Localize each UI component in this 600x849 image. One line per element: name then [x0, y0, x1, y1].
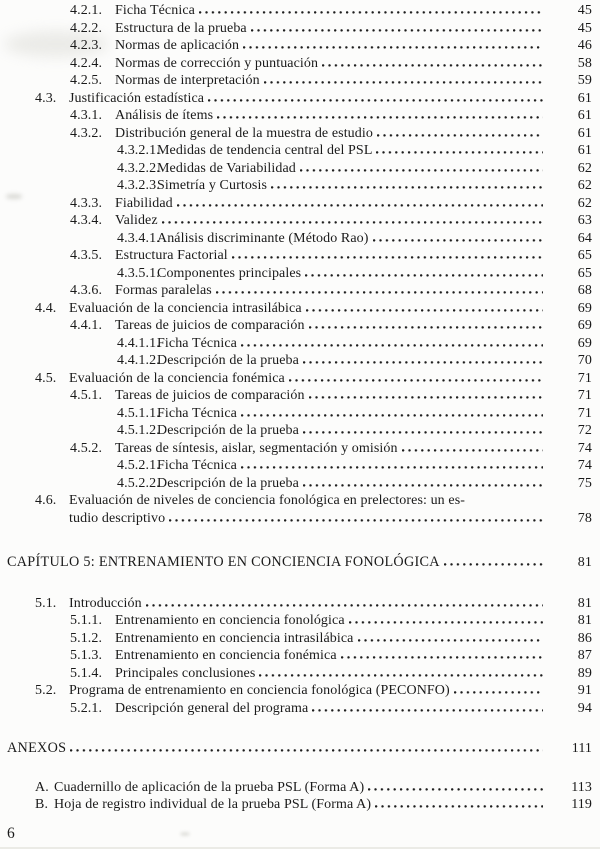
toc-entry-page: 62 — [577, 195, 592, 211]
toc-entry-page: 62 — [577, 160, 592, 176]
toc-entry-number: 4.3.6. — [70, 283, 103, 298]
toc-entry-page: 69 — [577, 300, 592, 316]
dot-leader — [341, 656, 543, 659]
toc-entry-number: A. — [35, 779, 49, 795]
toc-entry-page: 119 — [571, 797, 592, 812]
toc-entry — [7, 682, 592, 700]
toc-entry — [7, 457, 592, 475]
toc-entry-number: 4.2.1. — [70, 3, 103, 18]
toc-entry-title: Normas de corrección y puntuación — [115, 55, 319, 71]
toc-entry-number: 5.1.1. — [70, 613, 103, 628]
toc-entry-title: Introducción — [69, 595, 142, 611]
toc-entry — [7, 335, 592, 353]
toc-entry-number: 4.3.3. — [70, 195, 103, 211]
toc-entry-page: 81 — [577, 555, 592, 570]
toc-entry-title: Normas de interpretación — [115, 73, 260, 88]
toc-heading — [7, 740, 592, 758]
toc-entry-title: Descripción general del programa — [115, 700, 309, 716]
dot-leader — [358, 639, 544, 642]
toc-entry-page: 65 — [577, 265, 592, 281]
toc-entry-page: 59 — [577, 73, 592, 88]
toc-entry-page: 61 — [577, 90, 592, 106]
toc-entry-page: 45 — [577, 20, 592, 36]
toc-entry-number: 4.6. — [35, 493, 57, 508]
toc-entry-page: 86 — [577, 630, 592, 646]
toc-entry-title: Medidas de tendencia central del PSL — [157, 143, 373, 158]
toc-entry-title: Evaluación de la conciencia intrasilábica — [69, 300, 302, 316]
dot-leader — [309, 326, 543, 329]
toc-entry-page: 64 — [577, 230, 592, 246]
toc-entry — [7, 665, 592, 683]
toc-entry — [7, 700, 592, 718]
dot-leader — [259, 674, 543, 677]
toc-entry — [7, 370, 592, 388]
toc-entry-number: 4.4.1. — [70, 318, 103, 333]
toc-entry-number: 4.3.2. — [70, 125, 103, 141]
toc-entry-title: Medidas de Variabilidad — [157, 160, 296, 176]
scan-smudge-artifact — [180, 832, 190, 836]
toc-entry — [7, 405, 592, 423]
dot-leader — [376, 151, 543, 154]
toc-entry-page: 69 — [577, 335, 592, 351]
toc-entry — [7, 195, 592, 213]
dot-leader — [146, 604, 543, 607]
dot-leader — [377, 134, 543, 137]
toc-entry-title: Entrenamiento en conciencia intrasilábica — [115, 630, 354, 646]
dot-leader — [241, 414, 543, 417]
toc-entry-page: 63 — [577, 213, 592, 228]
toc-entry — [7, 265, 592, 283]
toc-entry — [7, 387, 592, 405]
toc-entry-title-line2: tudio descriptivo — [69, 510, 166, 526]
dot-leader — [162, 221, 543, 224]
toc-entry-title: Ficha Técnica — [157, 335, 237, 351]
toc-entry-title: Fiabilidad — [115, 195, 173, 211]
toc-entry — [7, 317, 592, 335]
toc-entry-number: 5.1. — [35, 595, 57, 611]
toc-entry-body — [69, 492, 592, 527]
toc-entry — [7, 55, 592, 73]
toc-entry-title: Estructura Factorial — [115, 248, 228, 263]
toc-entry-page: 61 — [577, 143, 592, 158]
toc-entry — [7, 647, 592, 665]
toc-entry-title: Evaluación de la conciencia fonémica — [69, 370, 285, 386]
dot-leader — [264, 81, 543, 84]
dot-leader — [309, 396, 543, 399]
dot-leader — [303, 484, 543, 487]
dot-leader — [303, 361, 543, 364]
toc-entry-page: 68 — [577, 283, 592, 298]
toc-entry-number: 4.3.2.2. — [117, 160, 160, 176]
toc-entry-number: 5.1.4. — [70, 665, 103, 681]
toc-entry-page: 89 — [577, 665, 592, 681]
dot-leader — [217, 116, 543, 119]
toc-entry-number: 4.3.4.1. — [117, 230, 160, 246]
toc-entry-title: Tareas de síntesis, aislar, segmentación y omisión — [115, 440, 398, 456]
dot-leader — [300, 169, 543, 172]
dot-leader — [243, 46, 543, 49]
toc-entry-title: Tareas de juicios de comparación — [115, 318, 305, 333]
toc-entry-title: Descripción de la prueba — [157, 353, 299, 368]
toc-entry-title: Programa de entrenamiento en conciencia fonológica (PECONFO) — [69, 683, 450, 698]
toc-heading-title: CAPÍTULO 5: ENTRENAMIENTO EN CONCIENCIA FONOLÓGICA — [7, 554, 440, 570]
toc-heading-title: ANEXOS — [7, 740, 67, 756]
dot-leader — [177, 204, 543, 207]
toc-entry-page: 75 — [577, 475, 592, 491]
toc-entry-title-line2-row — [69, 510, 592, 528]
toc-entry — [7, 142, 592, 160]
toc-entry — [7, 595, 592, 613]
toc-heading — [7, 554, 592, 572]
toc-entry-title: Entrenamiento en conciencia fonológica — [115, 613, 345, 628]
toc-entry-page: 71 — [577, 388, 592, 403]
dot-leader — [375, 805, 543, 808]
toc-entry-title: Formas paralelas — [115, 283, 212, 298]
toc-entry-title: Tareas de juicios de comparación — [115, 388, 305, 403]
dot-leader — [368, 788, 543, 791]
toc-entry-title: Descripción de la prueba — [157, 475, 299, 491]
toc-entry-number: 4.5. — [35, 370, 57, 386]
toc-entry-number: 4.3.2.1. — [117, 143, 160, 158]
toc-entry-number: 4.4.1.1. — [117, 335, 160, 351]
toc-entry-title: Componentes principales — [157, 265, 302, 281]
toc-entry-page: 58 — [577, 55, 592, 71]
toc-entry-title: Análisis discriminante (Método Rao) — [157, 230, 369, 246]
dot-leader — [349, 621, 543, 624]
toc-entry-page: 45 — [577, 3, 592, 18]
toc-entry — [7, 300, 592, 318]
dot-leader — [199, 11, 543, 14]
toc-entry-number: 4.3. — [35, 90, 57, 106]
toc-entry-page: 61 — [577, 125, 592, 141]
toc-entry-page: 62 — [577, 178, 592, 193]
toc-entry — [7, 440, 592, 458]
toc-entry-page: 65 — [577, 248, 592, 263]
toc-entry-page: 113 — [571, 779, 592, 795]
toc-entry-number: 4.2.4. — [70, 55, 103, 71]
toc-entry — [7, 20, 592, 38]
toc-entry-title: Ficha Técnica — [157, 405, 237, 421]
toc-entry-title: Entrenamiento en conciencia fonémica — [115, 648, 337, 663]
toc-entry-number: 5.2.1. — [70, 700, 103, 716]
toc-entry — [7, 177, 592, 195]
toc-entry-number: 4.5.1.2. — [117, 423, 160, 438]
toc-entry-page: 94 — [577, 700, 592, 716]
toc-entry — [7, 352, 592, 370]
dot-leader — [322, 64, 543, 67]
page-number: 6 — [7, 825, 15, 842]
toc-entry — [7, 2, 592, 20]
toc-entry-title: Principales conclusiones — [115, 665, 256, 681]
toc-entry-number: 4.5.2. — [70, 440, 103, 456]
toc-entry — [7, 72, 592, 90]
toc-entry-title: Análisis de ítems — [115, 108, 214, 123]
dot-leader — [70, 749, 543, 752]
toc-entry-page: 74 — [577, 458, 592, 473]
toc-entry-page: 91 — [577, 683, 592, 698]
toc-entry — [7, 779, 592, 797]
toc-entry-number: 4.3.5. — [70, 248, 103, 263]
toc-entry — [7, 630, 592, 648]
toc-entry — [7, 282, 592, 300]
toc-entry-page: 111 — [571, 741, 592, 756]
toc-entry — [7, 492, 592, 527]
dot-leader — [306, 309, 543, 312]
dot-leader — [232, 256, 543, 259]
dot-leader — [402, 449, 543, 452]
toc-entry — [7, 160, 592, 178]
toc-entry — [7, 212, 592, 230]
toc-entry-number: 4.2.2. — [70, 20, 103, 36]
toc-entry-page: 70 — [577, 353, 592, 368]
dot-leader — [305, 274, 543, 277]
toc-entry — [7, 247, 592, 265]
toc-entry-title: Descripción de la prueba — [157, 423, 299, 438]
toc-entry-title-line1: Evaluación de niveles de conciencia fonológica en prelectores: un es- — [69, 493, 466, 508]
dot-leader — [444, 563, 543, 566]
toc-entry-page: 71 — [577, 405, 592, 421]
toc-entry — [7, 422, 592, 440]
toc-entry-number: 4.3.1. — [70, 108, 103, 123]
dot-leader — [271, 186, 543, 189]
toc-entry-title: Cuadernillo de aplicación de la prueba PSL (Forma A) — [54, 779, 365, 795]
toc-entry-title: Distribución general de la muestra de estudio — [115, 125, 373, 141]
toc-entry — [7, 612, 592, 630]
toc-entry-page: 46 — [577, 38, 592, 53]
toc-entry-title: Simetría y Curtosis — [157, 178, 268, 193]
toc-entry-page: 72 — [577, 423, 592, 438]
toc-entry-number: 4.3.4. — [70, 213, 103, 228]
toc-entry-number: 4.2.3. — [70, 38, 103, 53]
toc-entry-number: B. — [35, 797, 49, 812]
toc-entry — [7, 125, 592, 143]
toc-entry-title: Normas de aplicación — [115, 38, 240, 53]
toc-entry — [7, 475, 592, 493]
toc-entry-number: 4.5.2.1. — [117, 458, 160, 473]
toc-entry-page: 71 — [577, 370, 592, 386]
toc-entry-number: 4.5.2.2. — [117, 475, 160, 491]
toc-entry-title: Validez — [115, 213, 158, 228]
toc-entry-number: 4.3.5.1. — [117, 265, 160, 281]
dot-leader — [241, 344, 543, 347]
toc-entry-title: Ficha Técnica — [115, 3, 195, 18]
toc-entry-number: 4.5.1. — [70, 388, 103, 403]
toc-entry — [7, 796, 592, 814]
toc-entry-page: 69 — [577, 318, 592, 333]
toc-entry — [7, 107, 592, 125]
toc-entry-title: Hoja de registro individual de la prueba PSL (Forma A) — [54, 797, 372, 812]
toc-entry-number: 4.3.2.3. — [117, 178, 160, 193]
toc-entry-page: 81 — [577, 595, 592, 611]
toc-entry-title: Justificación estadística — [69, 90, 205, 106]
dot-leader — [208, 99, 543, 102]
toc-entry-page: 61 — [577, 108, 592, 123]
dot-leader — [289, 379, 543, 382]
dot-leader — [216, 291, 543, 294]
toc-entry-page: 74 — [577, 440, 592, 456]
dot-leader — [373, 239, 543, 242]
toc-entry-number: 4.4. — [35, 300, 57, 316]
toc-entry-page: 78 — [577, 510, 592, 526]
table-of-contents — [7, 2, 592, 814]
toc-entry-page: 87 — [577, 648, 592, 663]
toc-entry-number: 5.1.3. — [70, 648, 103, 663]
dot-leader — [241, 466, 543, 469]
toc-entry — [7, 90, 592, 108]
toc-entry-title: Estructura de la prueba — [115, 20, 247, 36]
toc-entry-title: Ficha Técnica — [157, 458, 237, 473]
dot-leader — [169, 519, 543, 522]
dot-leader — [312, 709, 543, 712]
toc-entry-number: 4.2.5. — [70, 73, 103, 88]
toc-entry — [7, 230, 592, 248]
dot-leader — [251, 29, 543, 32]
toc-entry-number: 4.5.1.1. — [117, 405, 160, 421]
toc-entry-number: 5.2. — [35, 683, 57, 698]
toc-entry-page: 81 — [577, 613, 592, 628]
toc-entry-number: 5.1.2. — [70, 630, 103, 646]
toc-entry — [7, 37, 592, 55]
dot-leader — [303, 431, 543, 434]
toc-entry-number: 4.4.1.2. — [117, 353, 160, 368]
dot-leader — [454, 691, 543, 694]
